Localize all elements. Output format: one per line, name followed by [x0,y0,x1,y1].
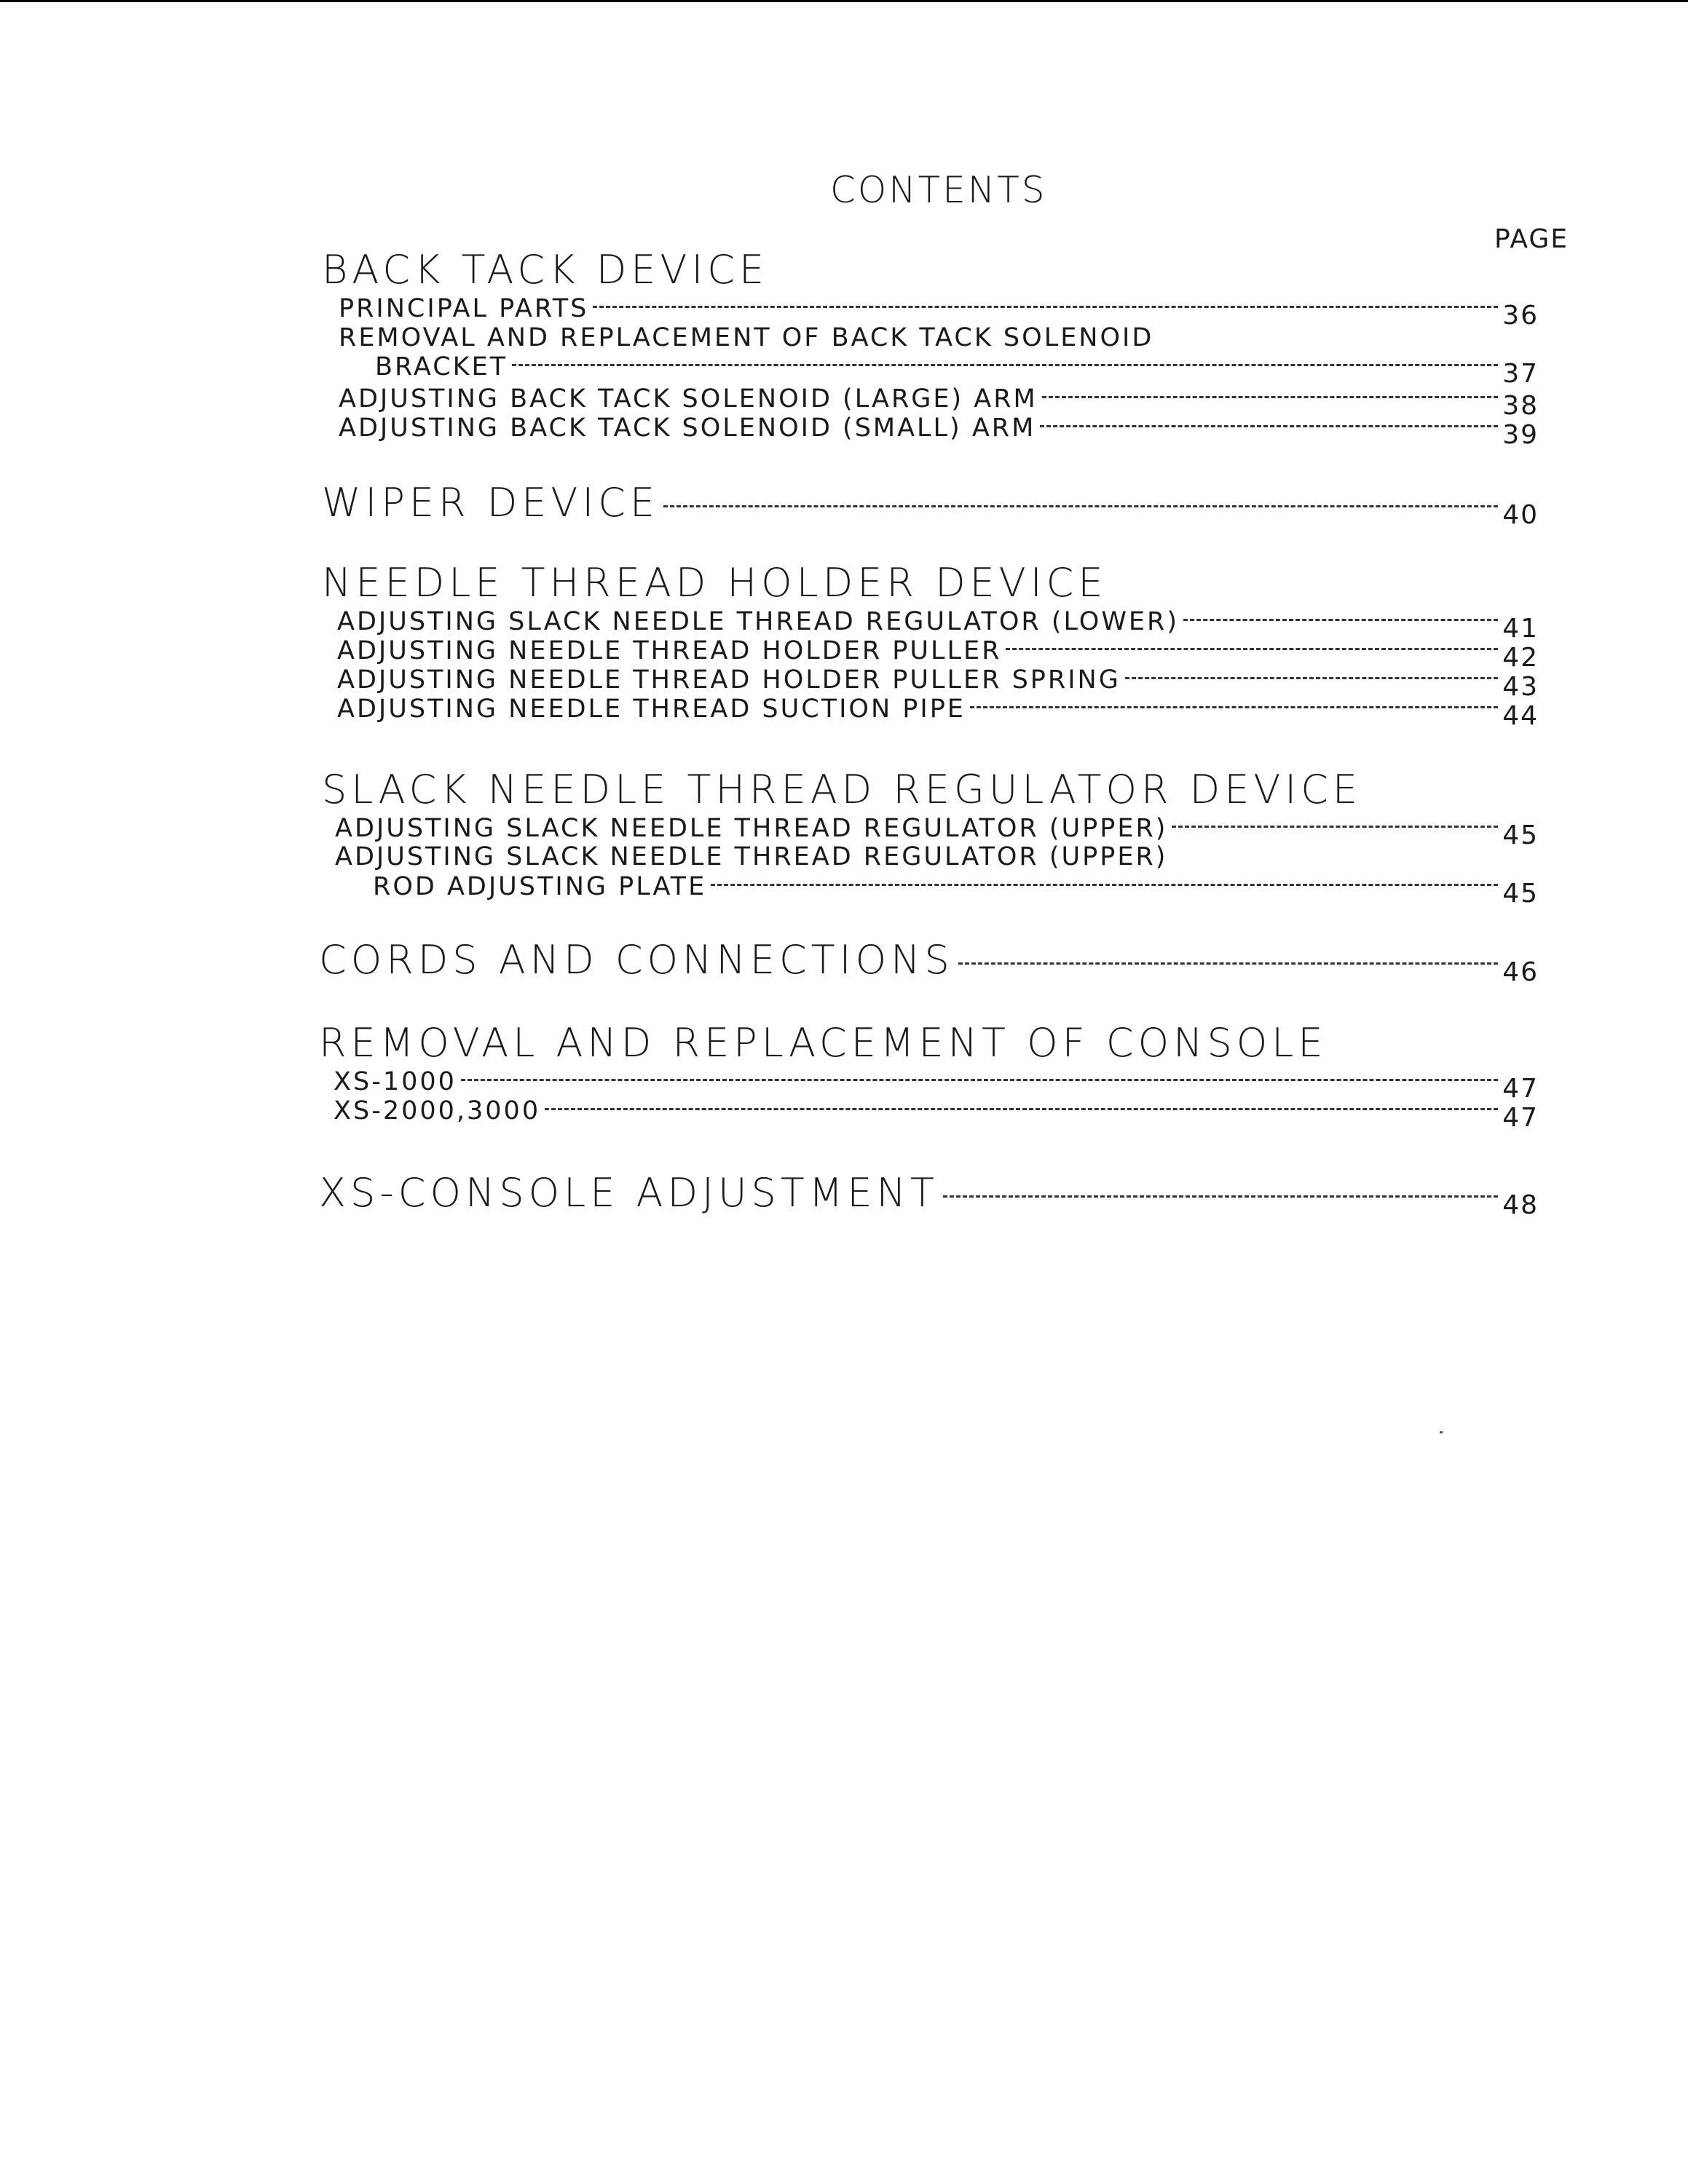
toc-entry-large-arm [339,384,1539,421]
leader-dashes [943,1195,1498,1198]
leader-dashes [1172,826,1498,828]
toc-entry-cords-and-connections [319,937,1539,987]
toc-entry-wiper-device [322,480,1539,530]
toc-entry-label: ADJUSTING SLACK NEEDLE THREAD REGULATOR (LOWER) [337,607,1180,636]
toc-entry-label: ADJUSTING NEEDLE THREAD SUCTION PIPE [337,695,966,724]
toc-entry-page: 45 [1502,820,1539,850]
toc-entry-slack-regulator-upper [335,814,1539,850]
top-border-line [0,0,1688,2]
section-heading-back-tack-device: BACK TACK DEVICE [322,247,769,293]
toc-entry-page: 40 [1502,500,1539,530]
section-heading-xs-console-adjustment: XS-CONSOLE ADJUSTMENT [319,1170,939,1216]
section-heading-slack-needle-thread-regulator-device: SLACK NEEDLE THREAD REGULATOR DEVICE [322,767,1362,812]
toc-entry-principal-parts [339,294,1539,331]
toc-entry-page: 36 [1502,301,1539,331]
toc-entry-page: 41 [1502,614,1539,644]
leader-dashes [1006,648,1498,650]
leader-dashes [1040,425,1498,427]
toc-entry-label: ADJUSTING SLACK NEEDLE THREAD REGULATOR (UPPER) [335,814,1168,843]
toc-entry-page: 46 [1502,957,1539,987]
toc-entry-slack-regulator-upper-continued: ADJUSTING SLACK NEEDLE THREAD REGULATOR (UPPER) [335,842,1168,871]
toc-entry-label: ADJUSTING BACK TACK SOLENOID (SMALL) ARM [339,414,1036,443]
toc-entry-label: XS-2000,3000 [334,1096,541,1125]
toc-entry-label: PRINCIPAL PARTS [339,294,589,323]
toc-entry-page: 47 [1502,1103,1539,1133]
toc-entry-page: 48 [1502,1190,1539,1220]
section-heading-removal-replacement-console: REMOVAL AND REPLACEMENT OF CONSOLE [319,1020,1328,1066]
leader-dashes [663,505,1498,507]
toc-entry-label: ADJUSTING NEEDLE THREAD HOLDER PULLER SPRING [337,665,1121,695]
toc-entry-holder-puller-spring [337,665,1539,702]
toc-entry-label: ADJUSTING NEEDLE THREAD HOLDER PULLER [337,636,1002,665]
section-heading-needle-thread-holder-device: NEEDLE THREAD HOLDER DEVICE [322,560,1108,606]
leader-dashes [461,1079,1498,1081]
toc-entry-suction-pipe [337,695,1539,731]
toc-entry-page: 39 [1502,420,1539,450]
toc-entry-bracket [375,352,1539,389]
leader-dashes [970,706,1498,708]
toc-entry-xs-2000-3000 [334,1096,1539,1133]
toc-entry-page: 38 [1502,391,1539,421]
toc-entry-removal-back-tack-solenoid: REMOVAL AND REPLACEMENT OF BACK TACK SOLENOID [339,323,1154,352]
toc-entry-label: ROD ADJUSTING PLATE [373,872,707,901]
leader-dashes [958,962,1498,965]
scan-speck [1440,1431,1443,1433]
toc-entry-rod-adjusting-plate [373,872,1539,909]
toc-entry-label: XS-1000 [334,1067,457,1096]
leader-dashes [593,306,1498,308]
toc-entry-page: 44 [1502,701,1539,731]
section-heading-wiper-device: WIPER DEVICE [322,480,660,526]
section-heading-cords-and-connections: CORDS AND CONNECTIONS [319,937,954,983]
leader-dashes [1042,396,1498,398]
toc-entry-page: 47 [1502,1074,1539,1104]
toc-entry-xs-1000 [334,1067,1539,1104]
toc-entry-slack-regulator-lower [337,607,1539,644]
leader-dashes [512,364,1498,366]
toc-entry-xs-console-adjustment [319,1170,1539,1220]
toc-entry-holder-puller [337,636,1539,673]
leader-dashes [545,1108,1498,1110]
toc-entry-page: 45 [1502,879,1539,909]
leader-dashes [1183,619,1498,621]
leader-dashes [1125,677,1498,679]
toc-entry-label: ADJUSTING BACK TACK SOLENOID (LARGE) ARM [339,384,1038,414]
toc-entry-page: 43 [1502,672,1539,702]
leader-dashes [711,884,1498,886]
page-title: CONTENTS [830,169,1047,211]
toc-entry-label: BRACKET [375,352,508,381]
page-column-header: PAGE [1494,224,1569,254]
toc-entry-small-arm [339,414,1539,450]
toc-entry-page: 42 [1502,643,1539,673]
toc-entry-page: 37 [1502,359,1539,389]
